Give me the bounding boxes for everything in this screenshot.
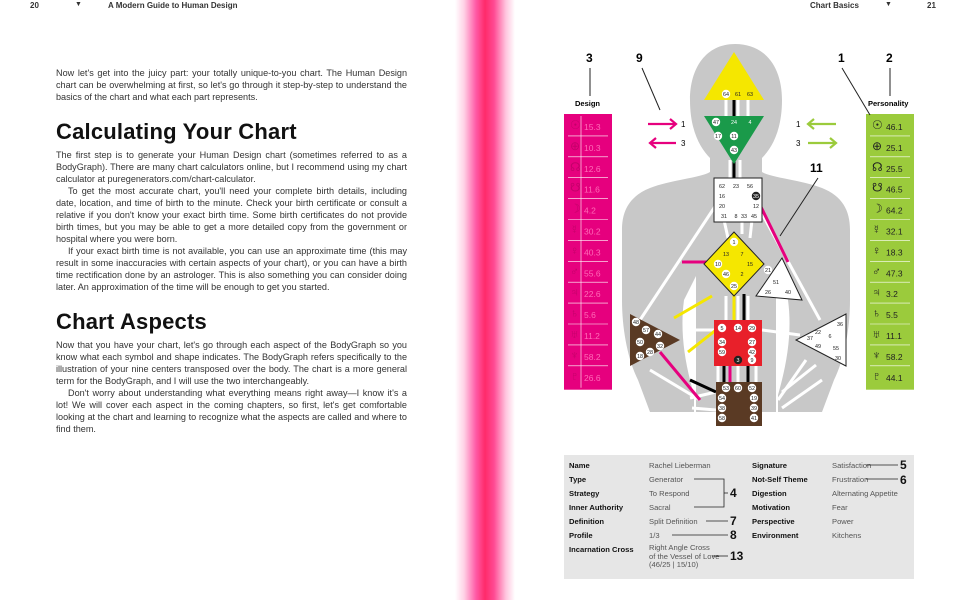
callout-5: 5 xyxy=(900,458,907,472)
heading-calculating: Calculating Your Chart xyxy=(56,119,297,144)
gate-number: 42 xyxy=(749,350,755,357)
gate-number: 13 xyxy=(723,252,729,259)
gate-number: 43 xyxy=(731,148,737,155)
table-key: Environment xyxy=(752,531,799,540)
arrow-label: 1 xyxy=(681,120,686,129)
planet-gate-value: 15.3 xyxy=(584,122,601,132)
planet-gate-value: 3.2 xyxy=(886,289,898,300)
gate-number: 49 xyxy=(815,344,821,351)
design-label: Design xyxy=(575,99,601,108)
gate-number: 39 xyxy=(751,406,757,413)
book-title: A Modern Guide to Human Design xyxy=(108,1,238,10)
planet-gate-value: 30.2 xyxy=(584,226,601,237)
gate-number: 54 xyxy=(719,396,725,403)
planet-gate-value: 26.6 xyxy=(584,372,601,383)
chart-info-table xyxy=(564,455,914,579)
gate-number: 23 xyxy=(733,184,739,191)
planet-gate-value: 22.6 xyxy=(584,289,601,300)
callout-7: 7 xyxy=(730,514,737,528)
table-key: Motivation xyxy=(752,503,790,512)
neptune-icon: ♆ xyxy=(872,347,881,362)
planet-gate-value: 32.1 xyxy=(886,226,903,237)
gate-number: 38 xyxy=(719,406,725,413)
incarnation-line: of the Vessel of Love xyxy=(649,551,720,561)
planet-gate-value: 46.1 xyxy=(886,122,903,132)
chevron-down-icon: ▼ xyxy=(885,1,892,8)
gate-number: 30 xyxy=(835,356,841,363)
intro-paragraph: Now let's get into the juicy part: your totally unique-to-you chart. The Human Design chart can be overwhelming at first, so let's go through it step-by-step to understand the basics of the chart and what each part represents. xyxy=(56,68,407,102)
gate-number: 50 xyxy=(637,340,643,347)
callout-13: 13 xyxy=(730,549,744,563)
gate-number: 20 xyxy=(719,204,725,211)
gate-number: 60 xyxy=(735,386,741,393)
gate-number: 62 xyxy=(719,184,725,191)
gate-number: 7 xyxy=(740,252,744,259)
table-key: Not-Self Theme xyxy=(752,475,808,484)
gate-number: 26 xyxy=(765,290,771,297)
mercury-icon: ☿ xyxy=(872,222,881,237)
neptune-icon: ♆ xyxy=(570,347,579,362)
table-key: Signature xyxy=(752,461,788,470)
gate-number: 18 xyxy=(637,354,643,361)
mars-icon: ♂ xyxy=(570,264,579,279)
gate-number: 61 xyxy=(735,92,741,99)
gate-number: 35 xyxy=(753,194,759,201)
gate-number: 59 xyxy=(719,350,725,357)
callout-9: 9 xyxy=(636,51,643,65)
gate-number: 19 xyxy=(751,396,757,403)
table-value: Alternating Appetite xyxy=(832,489,898,498)
gate-number: 32 xyxy=(657,344,663,351)
gate-number: 11 xyxy=(731,134,737,141)
personality-label: Personality xyxy=(868,99,909,108)
callout-6: 6 xyxy=(900,473,907,487)
planet-gate-value: 11.2 xyxy=(584,331,600,341)
mars-icon: ♂ xyxy=(872,264,881,279)
mercury-icon: ☿ xyxy=(570,222,579,237)
south-node-icon: ☋ xyxy=(570,180,581,195)
gate-number: 45 xyxy=(751,214,757,221)
gate-number: 46 xyxy=(723,272,729,279)
moon-icon: ☽ xyxy=(872,201,883,216)
chevron-down-icon: ▼ xyxy=(75,1,82,8)
planet-gate-value: 11.1 xyxy=(886,331,902,341)
gate-number: 44 xyxy=(655,332,661,339)
incarnation-line: Right Angle Cross xyxy=(649,543,710,552)
planet-gate-value: 12.6 xyxy=(584,163,601,174)
planet-gate-value: 5.6 xyxy=(584,310,596,321)
callout-8: 8 xyxy=(730,528,737,542)
planet-gate-value: 47.3 xyxy=(886,268,903,279)
pluto-icon: ♇ xyxy=(570,368,579,383)
planet-gate-value: 58.2 xyxy=(886,351,903,362)
planet-gate-value: 4.2 xyxy=(584,205,596,216)
paragraph: If your exact birth time is not available, you can use an approximate time (this may result in some inaccuracies with certain aspects of your chart), or you can have a birth time rectification done by an astrologer. This is also something you can consider doing later. An approximation of the time will be enough to get you started. xyxy=(56,246,407,292)
table-key: Name xyxy=(569,461,590,470)
uranus-icon: ♅ xyxy=(872,327,881,341)
table-value: Frustration xyxy=(832,475,869,484)
planet-gate-value: 18.3 xyxy=(886,247,903,258)
south-node-icon: ☋ xyxy=(872,180,883,195)
gate-number: 10 xyxy=(715,262,721,269)
gate-number: 8 xyxy=(734,214,738,221)
moon-icon: ☽ xyxy=(570,201,581,216)
north-node-icon: ☊ xyxy=(872,159,883,174)
callout-3: 3 xyxy=(586,51,593,65)
planet-gate-value: 46.5 xyxy=(886,184,903,195)
gate-number: 64 xyxy=(723,92,729,99)
callout-2: 2 xyxy=(886,51,893,65)
gate-number: 63 xyxy=(747,92,753,99)
personality-column xyxy=(866,114,914,390)
gate-number: 9 xyxy=(750,358,754,365)
gate-number: 5 xyxy=(720,326,724,333)
gate-number: 36 xyxy=(837,322,843,329)
jupiter-icon: ♃ xyxy=(570,285,579,300)
incarnation-line: (46/25 | 15/10) xyxy=(649,560,699,569)
venus-icon: ♀ xyxy=(872,243,881,258)
arrow-label: 3 xyxy=(681,139,686,148)
table-key: Definition xyxy=(569,517,605,526)
table-value: Fear xyxy=(832,503,848,512)
gate-number: 14 xyxy=(735,326,741,333)
gate-number: 34 xyxy=(719,340,725,347)
gate-number: 17 xyxy=(715,134,721,141)
planet-gate-value: 11.6 xyxy=(584,184,600,195)
gate-number: 51 xyxy=(773,280,779,287)
gate-number: 24 xyxy=(731,120,737,127)
gate-number: 29 xyxy=(749,326,755,333)
paragraph: Don't worry about understanding what everything means right away—I know it's a lot! We will cover each aspect in the coming chapters, so first, let's get comfortable looking at the chart and learning to recognize what the aspects are called and where to find them. xyxy=(56,388,407,434)
page-number: 20 xyxy=(30,1,39,10)
gate-number: 47 xyxy=(713,120,719,127)
gate-number: 40 xyxy=(785,290,791,297)
table-value: Power xyxy=(832,517,854,526)
gate-number: 56 xyxy=(747,184,753,191)
table-key: Digestion xyxy=(752,489,787,498)
table-key: Inner Authority xyxy=(569,503,624,512)
saturn-icon: ♄ xyxy=(872,306,881,321)
gate-number: 2 xyxy=(740,272,744,279)
table-value: Rachel Lieberman xyxy=(649,461,711,470)
callout-11: 11 xyxy=(810,161,823,175)
callout-1-line xyxy=(842,68,870,115)
gate-number: 31 xyxy=(721,214,727,221)
planet-gate-value: 25.5 xyxy=(886,163,903,174)
callout-4: 4 xyxy=(730,486,737,500)
gate-number: 1 xyxy=(732,240,736,247)
earth-icon: ⊕ xyxy=(570,138,581,153)
gate-number: 16 xyxy=(719,194,725,201)
earth-icon: ⊕ xyxy=(872,138,883,153)
uranus-icon: ♅ xyxy=(570,327,579,341)
table-value: Generator xyxy=(649,475,684,484)
planet-gate-value: 40.3 xyxy=(584,247,601,258)
planet-gate-value: 55.6 xyxy=(584,268,601,279)
paragraph: To get the most accurate chart, you'll need your complete birth details, including date, location, and time of birth to the minute. Check your birth certificate or consult a relative if you don't know your exact birth time. Some birth certificates do not provide birth times, but you may be able to get a more detailed copy from the government or hospital where you were born. xyxy=(56,186,407,244)
arrow-label: 1 xyxy=(796,120,801,129)
table-key: Strategy xyxy=(569,489,600,498)
saturn-icon: ♄ xyxy=(570,306,579,321)
table-value: Sacral xyxy=(649,503,671,512)
gate-number: 22 xyxy=(815,330,821,337)
table-key: Perspective xyxy=(752,517,795,526)
sun-icon: ☉ xyxy=(570,118,581,132)
table-value: To Respond xyxy=(649,489,690,498)
gate-number: 28 xyxy=(647,350,653,357)
gate-number: 15 xyxy=(747,262,753,269)
gate-number: 41 xyxy=(751,416,757,423)
paragraph: The first step is to generate your Human Design chart (sometimes referred to as a BodyGraph). There are many chart calculators online, but I recommend using my chart calculator at puregenerators.com/chart-calculator. xyxy=(56,150,407,184)
gate-number: 48 xyxy=(633,320,639,327)
table-value: 1/3 xyxy=(649,531,660,540)
heading-chart-aspects: Chart Aspects xyxy=(56,309,207,334)
page-number: 21 xyxy=(927,1,936,10)
gate-number: 58 xyxy=(719,416,725,423)
callout-9-line xyxy=(642,68,660,110)
gate-number: 3 xyxy=(736,358,740,365)
gate-number: 33 xyxy=(741,214,747,221)
design-arrows xyxy=(648,119,676,148)
planet-gate-value: 10.3 xyxy=(584,142,601,153)
gate-number: 25 xyxy=(731,284,737,291)
gate-number: 21 xyxy=(765,268,771,275)
table-key: Type xyxy=(569,475,587,484)
gate-number: 55 xyxy=(833,346,839,353)
planet-gate-value: 58.2 xyxy=(584,351,601,362)
gate-number: 6 xyxy=(828,334,832,341)
table-value: Kitchens xyxy=(832,531,862,540)
callout-1: 1 xyxy=(838,51,845,65)
arrow-label: 3 xyxy=(796,139,801,148)
gate-number: 57 xyxy=(643,328,649,335)
table-value: Split Definition xyxy=(649,517,698,526)
gate-number: 4 xyxy=(748,120,752,127)
planet-gate-value: 5.5 xyxy=(886,310,898,321)
planet-gate-value: 44.1 xyxy=(886,372,903,383)
design-column xyxy=(564,114,612,390)
gate-number: 27 xyxy=(749,340,755,347)
personality-arrows xyxy=(808,119,836,148)
venus-icon: ♀ xyxy=(570,243,579,258)
sun-icon: ☉ xyxy=(872,118,883,132)
gate-number: 53 xyxy=(723,386,729,393)
paragraph: Now that you have your chart, let's go through each aspect of the BodyGraph so you know what each symbol and shape indicates. The BodyGraph refers specifically to the illustration of your nine centers transposed over the body. The chart is a more general term for the BodyGraph, and I will use the two interchangeably. xyxy=(56,340,407,386)
north-node-icon: ☊ xyxy=(570,159,581,174)
table-bracket-lines xyxy=(564,455,914,579)
pluto-icon: ♇ xyxy=(872,368,881,383)
gate-number: 12 xyxy=(753,204,759,211)
gate-number: 52 xyxy=(749,386,755,393)
gate-number: 37 xyxy=(807,336,813,343)
table-key: Incarnation Cross xyxy=(569,545,634,554)
planet-gate-value: 64.2 xyxy=(886,205,903,216)
table-key: Profile xyxy=(569,531,593,540)
table-value: Satisfaction xyxy=(832,461,872,470)
jupiter-icon: ♃ xyxy=(872,285,881,300)
section-title: Chart Basics xyxy=(810,1,859,10)
planet-gate-value: 25.1 xyxy=(886,142,903,153)
